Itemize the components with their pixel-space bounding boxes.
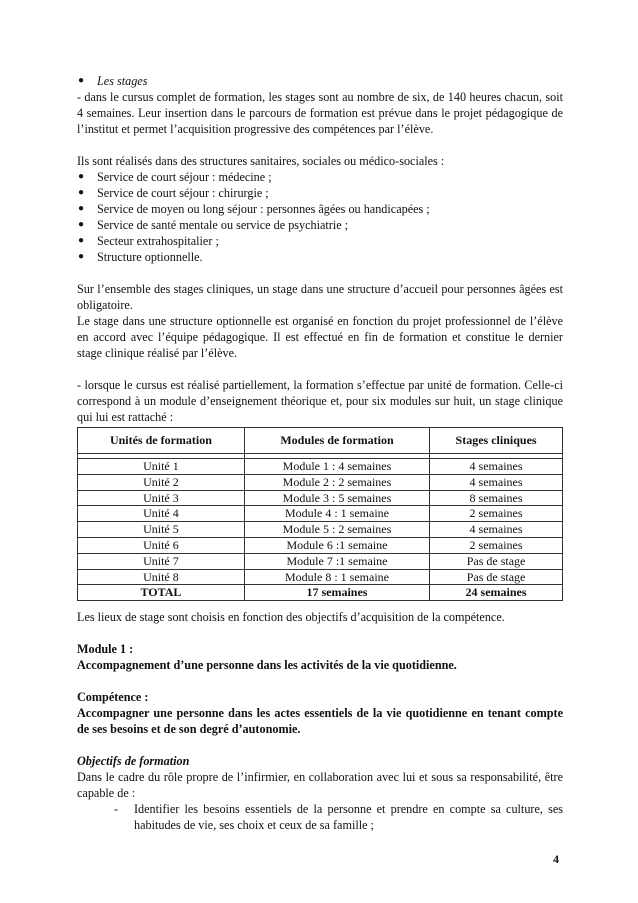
bullet-icon: ●	[78, 75, 85, 86]
para-partial: - lorsque le cursus est réalisé partiellement, la formation s’effectue par unité de formation. Celle-ci correspond à un module d’enseignement théorique et, pour six modules sur huit, un stage clinique qui lui est rattaché :	[77, 378, 563, 424]
competence-text: Accompagner une personne dans les actes essentiels de la vie quotidienne en tenant compte de ses besoins et de son degré d’autonomie.	[77, 706, 563, 737]
list-item: ● Service de court séjour : médecine ;	[78, 170, 272, 184]
page-content	[77, 73, 563, 833]
objectifs-list	[77, 801, 563, 833]
page-number: 4	[553, 852, 559, 866]
bullet-icon: ●	[78, 219, 85, 230]
list-item: ● Secteur extrahospitalier ;	[78, 234, 219, 248]
list-item: ● Service de santé mentale ou service de psychiatrie ;	[78, 218, 349, 232]
table-row: Unité 7 Module 7 :1 semaine Pas de stage	[78, 553, 563, 569]
bullet-icon: ●	[78, 251, 85, 262]
header-modules: Modules de formation	[244, 428, 429, 454]
para-elderly: Sur l’ensemble des stages cliniques, un stage dans une structure d’accueil pour personnes âgées est obligatoire.	[77, 282, 563, 312]
list-item: ● Structure optionnelle.	[78, 250, 203, 264]
stages-title: Les stages	[97, 74, 148, 88]
units-table	[77, 427, 563, 601]
list-item: ● Service de moyen ou long séjour : personnes âgées ou handicapées ;	[78, 202, 430, 216]
table-header-row	[78, 428, 563, 454]
table-row: Unité 5 Module 5 : 2 semaines 4 semaines	[78, 522, 563, 538]
stages-intro: - dans le cursus complet de formation, les stages sont au nombre de six, de 140 heures chacun, soit 4 semaines. Leur insertion dans le parcours de formation est prévue dans le projet pédagogique de l’institut et permet l’acquisition progressive des compétences par l’élève.	[77, 90, 563, 136]
stages-title-item	[77, 73, 563, 89]
list-item: - Identifier les besoins essentiels de la personne et prendre en compte sa culture, ses habitudes de vie, ses choix et ceux de sa famille ;	[114, 802, 563, 833]
table-row: Unité 2 Module 2 : 2 semaines 4 semaines	[78, 474, 563, 490]
structures-intro: Ils sont réalisés dans des structures sanitaires, sociales ou médico-sociales :	[77, 154, 445, 168]
after-table-text: Les lieux de stage sont choisis en fonction des objectifs d’acquisition de la compétence.	[77, 610, 505, 625]
bullet-icon: ●	[78, 171, 85, 182]
table-row: Unité 8 Module 8 : 1 semaine Pas de stage	[78, 569, 563, 585]
module1-title: Accompagnement d’une personne dans les activités de la vie quotidienne.	[77, 658, 457, 673]
bullet-icon: ●	[78, 235, 85, 246]
table-row: Unité 4 Module 4 : 1 semaine 2 semaines	[78, 506, 563, 522]
bullet-icon: ●	[78, 187, 85, 198]
para-optional: Le stage dans une structure optionnelle est organisé en fonction du projet professionnel de l’élève en accord avec l’équipe pédagogique. Il est effectué en fin de formation et constitue le dernier stage clinique réalisé par l’élève.	[77, 314, 563, 360]
competence-heading: Compétence :	[77, 690, 149, 705]
table-row: Unité 3 Module 3 : 5 semaines 8 semaines	[78, 490, 563, 506]
table-total-row: TOTAL 17 semaines 24 semaines	[78, 585, 563, 601]
objectifs-intro: Dans le cadre du rôle propre de l’infirmier, en collaboration avec lui et sous sa responsabilité, être capable de :	[77, 770, 563, 801]
table-row: Unité 1 Module 1 : 4 semaines 4 semaines	[78, 459, 563, 475]
bullet-icon: ●	[78, 203, 85, 214]
list-item: ● Service de court séjour : chirurgie ;	[78, 186, 269, 200]
header-stages: Stages cliniques	[430, 428, 563, 454]
objectifs-heading: Objectifs de formation	[77, 754, 190, 769]
header-units: Unités de formation	[78, 428, 245, 454]
structures-list	[77, 169, 563, 265]
module1-heading: Module 1 :	[77, 642, 134, 657]
table-row: Unité 6 Module 6 :1 semaine 2 semaines	[78, 537, 563, 553]
